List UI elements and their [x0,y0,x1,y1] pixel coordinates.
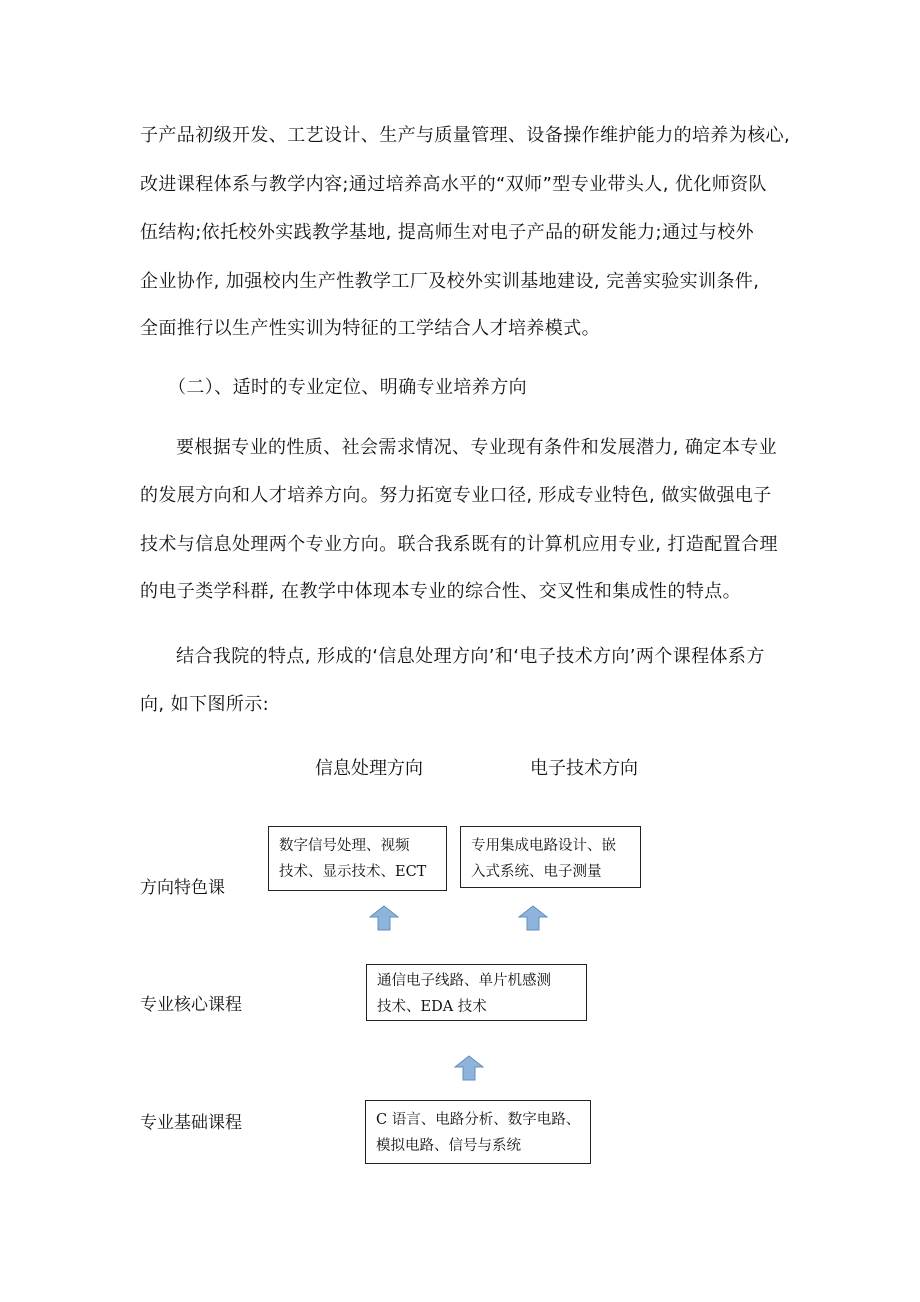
paragraph-2-line-3: 技术与信息处理两个专业方向。联合我系既有的计算机应用专业, 打造配置合理 [140,534,778,555]
column-header-electronic-tech: 电子技术方向 [530,758,638,779]
paragraph-2-line-2: 的发展方向和人才培养方向。努力拓宽专业口径, 形成专业特色, 做实做强电子 [140,485,772,506]
paragraph-3-line-1: 结合我院的特点, 形成的‘信息处理方向’和‘电子技术方向’两个课程体系方 [176,646,765,667]
section-heading: （二）、适时的专业定位、明确专业培养方向 [168,377,527,398]
paragraph-2-line-4: 的电子类学科群, 在教学中体现本专业的综合性、交叉性和集成性的特点。 [140,581,742,602]
row-label-specialty-course: 方向特色课 [140,878,225,898]
paragraph-1-line-4: 企业协作, 加强校内生产性教学工厂及校外实训基地建设, 完善实验实训条件, [140,271,760,292]
box-line: 专用集成电路设计、嵌 [471,838,616,854]
paragraph-3-line-2: 向, 如下图所示: [140,694,270,715]
specialty-box-electronic-tech [460,826,641,888]
row-label-core-course: 专业核心课程 [140,995,242,1015]
foundation-course-box [365,1100,591,1164]
paragraph-1-line-3: 伍结构;依托校外实践教学基地, 提高师生对电子产品的研发能力;通过与校外 [140,222,754,243]
box-line: C 语言、电路分析、数字电路、 [376,1112,581,1128]
box-line: 通信电子线路、单片机感测 [377,973,551,989]
box-line: 技术、EDA 技术 [377,999,487,1015]
up-arrow-icon [518,905,548,931]
paragraph-1-line-1: 子产品初级开发、工艺设计、生产与质量管理、设备操作维护能力的培养为核心, [140,125,791,146]
up-arrow-icon [454,1055,484,1081]
box-line: 数字信号处理、视频 [279,838,410,854]
paragraph-2-line-1: 要根据专业的性质、社会需求情况、专业现有条件和发展潜力, 确定本专业 [176,437,778,458]
box-line: 入式系统、电子测量 [471,864,602,880]
specialty-box-info-processing [268,826,447,891]
row-label-foundation-course: 专业基础课程 [140,1113,242,1133]
box-line: 模拟电路、信号与系统 [376,1138,521,1154]
box-line: 技术、显示技术、ECT [279,864,427,880]
paragraph-1-line-2: 改进课程体系与教学内容;通过培养高水平的“双师”型专业带头人, 优化师资队 [140,174,767,195]
paragraph-1-line-5: 全面推行以生产性实训为特征的工学结合人才培养模式。 [140,318,600,339]
column-header-info-processing: 信息处理方向 [315,758,423,779]
up-arrow-icon [369,905,399,931]
core-course-box [366,964,587,1021]
